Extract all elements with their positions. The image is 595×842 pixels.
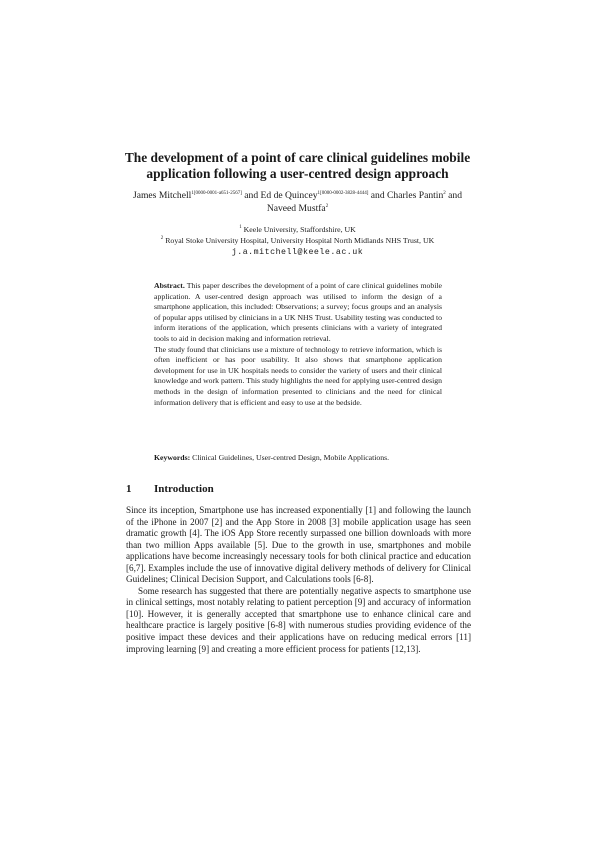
abstract-paragraph: The study found that clinicians use a mixture of technology to retrieve information, which is often inefficient or has poor usability. It also shows that smartphone application development for use in UK hospitals needs to consider the variety of users and their clinical knowledge and work pattern. This study highlights the need for applying user-centred design methods in the design of information presented to clinicians and the need for clinical information delivery that is efficient and easy to use at the bedside. — [154, 344, 442, 407]
affiliation-text: Keele University, Staffordshire, UK — [241, 225, 356, 234]
body-text — [126, 505, 471, 655]
author-name: Naveed Mustfa — [266, 202, 326, 214]
author-separator: and — [241, 190, 261, 201]
author-separator: and — [368, 190, 388, 201]
affiliation-mark: 2 — [160, 236, 164, 241]
abstract-label: Abstract. — [154, 281, 185, 290]
author-orcid: 1[0000-0002-3828-4444] — [317, 191, 369, 196]
contact-email[interactable]: j.a.mitchell@keele.ac.uk — [231, 248, 364, 257]
affiliation-text: Royal Stoke University Hospital, University Hospital North Midlands NHS Trust, UK — [163, 236, 435, 245]
body-paragraph: Since its inception, Smartphone use has increased exponentially [1] and following the launch of the iPhone in 2007 [2] and the App Store in 2008 [3] mobile application usage has seen dramatic growth [4]. The iOS App Store recently surpassed one billion downloads with more than two million Apps available [5]. Due to the growth in use, smartphones and mobile applications have become increasingly necessary tools for both clinical practice and education [6,7]. Examples include the use of innovative digital delivery methods of delivery for Clinical Guidelines; Clinical Decision Support, and Calculations tools [6-8]. — [126, 505, 471, 585]
keywords-text: Clinical Guidelines, User-centred Design, Mobile Applications. — [190, 453, 390, 462]
abstract — [154, 281, 442, 408]
section-title: Introduction — [154, 483, 214, 495]
section-heading — [126, 482, 214, 496]
body-paragraph: Some research has suggested that there are potentially negative aspects to smartphone use in clinical settings, most notably relating to patient perception [9] and accuracy of information [10]. However, it is generally accepted that smartphone use to enhance clinical care and healthcare practice is largely positive [6-8] with numerous studies providing evidence of the positive impact these devices and their applications have on reducing medical errors [11] improving learning [9] and creating a more efficient process for patients [12,13]. — [126, 585, 471, 654]
author-name: James Mitchell — [132, 190, 192, 201]
author-name: Charles Pantin — [387, 190, 444, 201]
author-affiliation-mark: 2 — [443, 191, 446, 196]
keywords-label: Keywords: — [154, 453, 191, 462]
abstract-paragraph — [154, 281, 442, 345]
author-separator: and — [445, 190, 463, 201]
affiliation — [110, 235, 485, 246]
author-affiliation-mark: 2 — [325, 203, 329, 209]
affiliation — [110, 224, 485, 235]
abstract-text: This paper describes the development of a point of care clinical guidelines mobile application. A user-centred design approach was utilised to inform the design of a smartphone application, this included: Observations; a survey; focus groups and an analysis of popular apps utilised by clinicians in a UK NHS Trust. Usability testing was conducted to inform iterations of the application, which presents clinicians with a variety of integrated tools to aid in decision making and information retrieval. — [154, 281, 442, 343]
section-number: 1 — [126, 483, 132, 495]
paper-title: The development of a point of care clinical guidelines mobile application following a user-centred design approach — [124, 150, 471, 181]
author-name: Ed de Quincey — [260, 190, 318, 201]
affiliation-mark: 1 — [239, 225, 242, 230]
author-orcid: 1[0000-0001-a651-2567] — [191, 191, 242, 196]
author-list — [125, 190, 470, 215]
keywords — [154, 453, 454, 464]
